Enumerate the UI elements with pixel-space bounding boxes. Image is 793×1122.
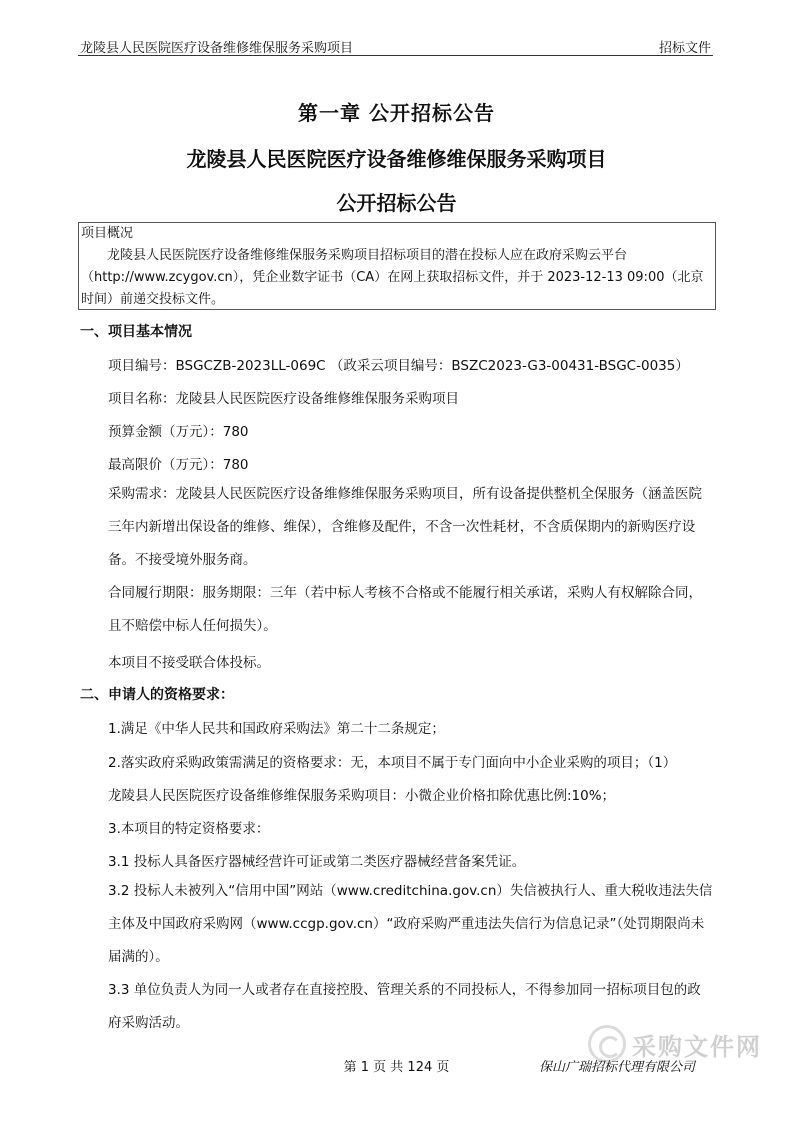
notice-title: 公开招标公告 [336,191,457,215]
header-divider [78,55,713,56]
overview-title: 项目概况 [81,226,134,241]
qualification-item-2-detail: 龙陵县人民医院医疗设备维修维保服务采购项目：小微企业价格扣除优惠比例:10%； [108,788,616,804]
project-overview-box [78,222,716,310]
project-name: 项目名称：龙陵县人民医院医疗设备维修维保服务采购项目 [108,391,459,407]
qualification-item-3: 3.本项目的特定资格要求： [108,821,270,837]
project-title: 龙陵县人民医院医疗设备维修维保服务采购项目 [186,147,607,171]
qualification-item-1: 1.满足《中华人民共和国政府采购法》第二十二条规定； [108,721,445,737]
chapter-title: 第一章 公开招标公告 [298,101,495,125]
qualification-item-2: 2.落实政府采购政策需满足的资格要求：无，本项目不属于专门面向中小企业采购的项目；（1） [108,755,677,771]
project-number: 项目编号：BSGCZB-2023LL-069C （政采云项目编号：BSZC2023-G3-00431-BSGC-0035） [108,358,689,374]
budget-amount: 预算金额（万元）：780 [108,424,249,440]
procurement-requirement: 采购需求：龙陵县人民医院医疗设备维修维保服务采购项目，所有设备提供整机全保服务（涵盖医院三年内新增出保设备的维修、维保），含维修及配件，不含一次性耗材，不含质保期内的新购医疗设备。不接受境外服务商。 [108,486,702,568]
footer-company: 保山广瑞招标代理有限公司 [538,1060,695,1075]
watermark-text: 采购文件网 [632,1032,762,1061]
qualification-item-3-3: 3.3 单位负责人为同一人或者存在直接控股、管理关系的不同投标人，不得参加同一招标项目包的政府采购活动。 [108,982,701,1031]
section1-heading: 一、项目基本情况 [80,324,192,340]
qualification-item-3-2: 3.2 投标人未被列入“信用中国”网站（www.creditchina.gov.cn）失信被执行人、重大税收违法失信主体及中国政府采购网（www.ccgp.gov.cn）“政府采购严重违法失信行为信息记录”（处罚期限尚未届满的）。 [108,883,713,965]
contract-term: 合同履行期限：服务期限：三年（若中标人考核不合格或不能履行相关承诺，采购人有权解除合同，且不赔偿中标人任何损失）。 [108,585,702,634]
consortium-note: 本项目不接受联合体投标。 [108,655,270,671]
header-project-name: 龙陵县人民医院医疗设备维修维保服务采购项目 [80,41,354,56]
qualification-item-3-1: 3.1 投标人具备医疗器械经营许可证或第二类医疗器械经营备案凭证。 [108,854,526,870]
section2-heading: 二、申请人的资格要求： [80,687,234,703]
overview-body: 龙陵县人民医院医疗设备维修维保服务采购项目招标项目的潜在投标人应在政府采购云平台（http://www.zcygov.cn），凭企业数字证书（CA）在网上获取招标文件，并于 2023-12-13 09:00（北京时间）前递交投标文件。 [81,248,704,307]
max-price: 最高限价（万元）：780 [108,457,249,473]
header-doc-type: 招标文件 [658,41,711,56]
page-number: 第 1 页 共 124 页 [343,1060,450,1075]
